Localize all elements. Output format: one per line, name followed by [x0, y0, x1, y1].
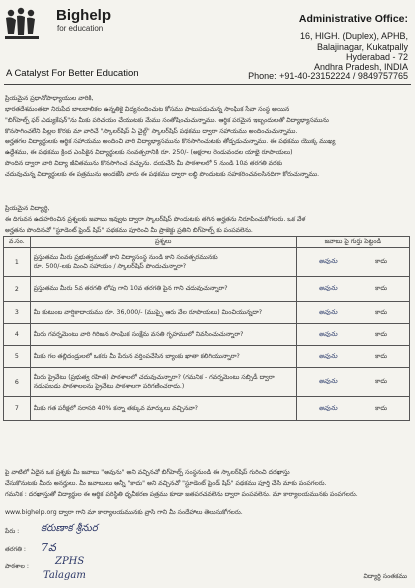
- question-number: 4: [4, 324, 31, 346]
- office-title: Administrative Office:: [298, 13, 408, 25]
- table-row: [4, 302, 410, 324]
- question-number: 1: [4, 248, 31, 277]
- question-text: మీకు గల తల్లిదండ్రులలో ఒకరు మీ పేరున వర్తింపచేసిన బ్యాంకు ఖాతా కలిగియున్నారా?: [30, 346, 296, 368]
- question-line: ప్రస్తుతము మీరు ప్రభుత్వముతో కాని విద్యాసంస్థ నుండి కాని సంవత్సరమునకు: [33, 254, 218, 261]
- answer-yes-handwritten[interactable]: అవును: [318, 257, 338, 265]
- name-field[interactable]: కరుణాక శ్రీనుర: [41, 523, 98, 534]
- table-row: [4, 277, 410, 302]
- salutation-student: ప్రియమైన విద్యార్థి,: [5, 205, 50, 212]
- answer-yes-handwritten[interactable]: అవును: [318, 403, 338, 412]
- question-text: [30, 368, 296, 397]
- phone-number: Phone: +91-40-23152224 / 9849757765: [248, 71, 408, 81]
- answer-no-option[interactable]: కాదు: [375, 330, 388, 338]
- note-line: www.bighelp.org ద్వారా గాని మా కార్యాలయమునకు వ్రాసి గాని మీ సందేహాలు తెలుసుకోగలరు.: [5, 509, 243, 516]
- question-line: నడుపబడు పాఠశాలలను ప్రైవేటు పాఠశాలగా పరిగణించరాదు.): [33, 383, 185, 390]
- name-label: పేరు :: [5, 528, 20, 535]
- address-line: Hyderabad - 72: [345, 52, 408, 62]
- paragraph-line: చదువుచున్న విద్యార్థులకు ఈ పత్రమును అందజేసి వారు ఈ పథకము ద్వారా లబ్ధి పొందుటకు సహకరించవలసినదిగా కోరుచున్నాము.: [5, 170, 320, 178]
- table-row: [4, 248, 410, 277]
- brand-subtitle: for education: [57, 24, 104, 33]
- intro-paragraph: [5, 105, 411, 181]
- question-number: 3: [4, 302, 31, 324]
- table-row: [4, 368, 410, 397]
- paragraph-line: అర్హతను పొందినచో "స్టూడెంట్ ఫ్రెండ్ షిప్" పథకము పూరించి మీ ప్రాజెక్టు ప్రతిని బిగ్‌హెల్ప్ కు పంపవలెను.: [5, 226, 253, 234]
- class-field[interactable]: 7వ: [41, 541, 56, 554]
- place-field[interactable]: Talagam: [43, 570, 86, 581]
- answer-yes-handwritten[interactable]: అవును: [318, 377, 338, 385]
- paragraph-line: భారతదేశమంతటా నిరుపేద బాలబాలికల ఉన్నతికై విద్యనందించుట కోసము పాటుపడుచున్న సాంఘిక సేవా సంస్థ అయిన: [5, 106, 290, 113]
- question-text: [30, 248, 296, 277]
- bighelp-logo-icon: [3, 6, 53, 46]
- question-text: మీ కుటుంబ వార్షికాదాయము రూ. 36,000/- (ముప్పై ఆరు వేల రూపాయలు) మించియున్నదా?: [30, 302, 296, 324]
- answer-yes-handwritten[interactable]: అవును: [318, 307, 338, 316]
- answer-no-option[interactable]: కాదు: [375, 378, 388, 385]
- header-divider: [4, 84, 411, 85]
- column-header-questions: ప్రశ్నలు: [30, 237, 296, 248]
- answer-cell[interactable]: [296, 346, 409, 368]
- answer-yes-handwritten[interactable]: అవును: [318, 351, 338, 360]
- address-line: Balajinagar, Kukatpally: [316, 42, 408, 52]
- question-line: మీరు ప్రైవేటు (ప్రభుత్వ రహిత) పాఠశాలలో చదువుచున్నారా? (గమనిక - గవర్నమెంటు సబ్సిడీ ద్వారా: [33, 374, 275, 381]
- note-line: చేసుకొనుటకు మీరు అనర్హులు. మీ జవాబులు అన్నీ "కాదు" అని వచ్చినచో "స్టూడెంట్ ఫ్రెండ్ షిప్" పథకము పూర్తి చేసి మాకు పంపగలరు.: [5, 479, 327, 487]
- question-text: ప్రస్తుతము మీరు 5వ తరగతి లోపు గాని 10వ తరగతి పైన గాని చదువుచున్నారా?: [30, 277, 296, 302]
- question-text: మీరు గవర్నమెంటు వారి గిరిజన సాంఘిక సంక్షేమ వసతి గృహములో నివసించుచున్నారా?: [30, 324, 296, 346]
- table-header-row: [4, 237, 410, 248]
- answer-yes-handwritten[interactable]: అవును: [318, 284, 338, 292]
- eligibility-notes: [5, 468, 411, 500]
- paragraph-line: ఈ దిగువన ఉదహరించిన ప్రశ్నలకు జవాబు ఇవ్వుట ద్వారా స్కాలర్‌షిప్ పొందుటకు తగిన అర్హతను నిరూపించుకోగలరు. ఒక వేళ: [5, 216, 306, 223]
- answer-no-option[interactable]: కాదు: [375, 285, 388, 292]
- answer-no-option[interactable]: కాదు: [375, 308, 388, 316]
- student-paragraph: [5, 215, 411, 237]
- note-line: పై వాటిలో ఏదైన ఒక ప్రశ్నకు మీ జవాబు "అవును" అని వచ్చినచో బిగ్‌హెల్ప్ సంస్థనుండి ఈ స్కాలర్‌షిప్ గురించి దరఖాస్తు: [5, 469, 290, 476]
- address-line: 16, HIGH. (Duplex), APHB,: [299, 31, 408, 41]
- paragraph-line: అర్హతగల విద్యార్థులకు ఆర్థిక సహాయము అందించి వారి విద్యాభ్యాసమును కొనసాగించుటకు తోడ్పడుచున్నాము. ఈ పథకము యొక్క ముఖ్య: [5, 138, 336, 146]
- paragraph-line: పొందిన ద్వారా వారి విద్యా జీవితమును కొనసాగించ వచ్చును. దయచేసి మీ పాఠశాలలో 5 నుండి 10వ తరగతి వరకు: [5, 159, 283, 167]
- answer-no-option[interactable]: కాదు: [375, 404, 388, 412]
- school-label: పాఠశాల :: [5, 563, 29, 570]
- answer-cell[interactable]: [296, 397, 409, 421]
- answer-cell[interactable]: [296, 302, 409, 324]
- question-number: 7: [4, 397, 31, 421]
- question-text: మీకు గత పరీక్షలో సరాసరి 40% కన్నా తక్కువ మార్కులు వచ్చినవా?: [30, 397, 296, 421]
- salutation-headmaster: ప్రియమైన ప్రధానోపాధ్యాయుల వారికి,: [5, 95, 94, 102]
- note-line: గమనిక : దరఖాస్తుతో విద్యార్థుల ఈ ఆర్థిక పరిస్థితి ధృవీకరణ పత్రము కూడా జతపరచవలెను ద్వారా పంపవలెను. మా కార్యాలయమునకు పంపగలరు.: [5, 490, 358, 498]
- answer-no-option[interactable]: కాదు: [375, 352, 388, 360]
- brand-name: Bighelp: [56, 7, 111, 24]
- column-header-answer: జవాబు పై గుర్తు పెట్టండి: [296, 237, 409, 248]
- answer-no-option[interactable]: కాదు: [375, 258, 388, 265]
- table-row: [4, 397, 410, 421]
- answer-cell[interactable]: [296, 324, 409, 346]
- question-number: 2: [4, 277, 31, 302]
- website-note: [5, 508, 411, 519]
- question-number: 5: [4, 346, 31, 368]
- answer-cell[interactable]: [296, 368, 409, 397]
- paragraph-line: కొనసాగించలేని పిల్లల కొరకు మా వారిచే "స్కాలర్‌షిప్ ఏ చైల్డ్" స్కాలర్‌షిప్ పథకము ద్వారా సహాయము అందించుచున్నాము.: [5, 127, 298, 135]
- table-row: [4, 324, 410, 346]
- column-header-number: వ.సం.: [4, 237, 31, 248]
- school-field[interactable]: ZPHS: [55, 556, 85, 567]
- answer-cell[interactable]: [296, 277, 409, 302]
- table-row: [4, 346, 410, 368]
- eligibility-table: [3, 236, 410, 421]
- question-number: 6: [4, 368, 31, 397]
- answer-cell[interactable]: [296, 248, 409, 277]
- signature-label: విద్యార్థి సంతకము: [363, 573, 407, 580]
- tagline: A Catalyst For Better Education: [6, 68, 139, 79]
- question-line: రూ. 500/-లకు మించి సహాయం / స్కాలర్‌షిప్ పొందుచున్నారా?: [33, 263, 187, 270]
- paragraph-line: "బిగ్‌హెల్ప్ ఫర్ ఎడ్యుకేషన్"ను మీకు పరిచయం చేయుటకు మేము సంతోషించుచున్నాము. ఆర్థిక పరమైన ఇబ్బందులతో విద్యాభ్యాసమును: [5, 116, 329, 124]
- class-label: తరగతి :: [5, 546, 26, 553]
- address-line: Andhra Pradesh, INDIA: [313, 62, 408, 72]
- answer-yes-handwritten[interactable]: అవును: [318, 329, 338, 338]
- paragraph-line: ఉద్దేశము, ఈ పథకము క్రింద ఎంపికైన విద్యార్థులకు సంవత్సరానికి రూ. 250/- (అక్షరాల రెండువందల యాభై రూపాయలు): [5, 149, 293, 157]
